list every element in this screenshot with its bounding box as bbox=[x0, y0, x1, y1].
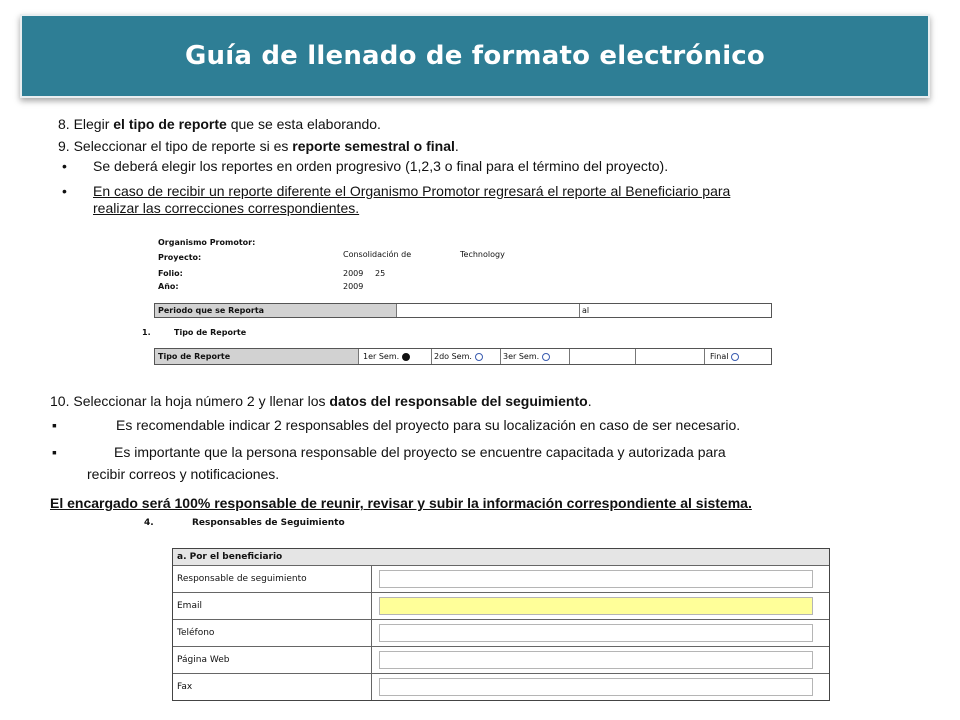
step-10-end: . bbox=[587, 393, 592, 409]
responsibles-form bbox=[140, 516, 832, 720]
radio-selected-icon[interactable] bbox=[402, 353, 410, 361]
empty-cell bbox=[569, 349, 636, 364]
bullet-text-line1: Es importante que la persona responsable del proyecto se encuentre capacitada y autorizada para bbox=[114, 444, 726, 460]
option-2do-sem[interactable] bbox=[431, 349, 501, 364]
responsable-input[interactable] bbox=[379, 570, 813, 588]
periodo-row bbox=[154, 303, 772, 318]
step-9 bbox=[58, 137, 459, 155]
section-title: Tipo de Reporte bbox=[174, 328, 247, 337]
responsibles-table bbox=[172, 548, 830, 701]
section-number: 1. bbox=[142, 328, 151, 337]
tipo-reporte-row bbox=[154, 348, 772, 365]
option-label: 3er Sem. bbox=[503, 352, 540, 361]
bullet-text: Se deberá elegir los reportes en orden progresivo (1,2,3 o final para el término del proyecto). bbox=[93, 158, 669, 174]
label-folio: Folio: bbox=[158, 269, 183, 278]
label-proyecto: Proyecto: bbox=[158, 253, 202, 262]
bullet-two-responsibles bbox=[52, 417, 902, 435]
bullet-text-line2: recibir correos y notificaciones. bbox=[87, 466, 280, 482]
section-number: 4. bbox=[144, 518, 154, 528]
periodo-start-field[interactable] bbox=[397, 304, 580, 317]
step-9-end: . bbox=[454, 138, 459, 154]
section-title: Responsables de Seguimiento bbox=[192, 518, 345, 528]
step-8 bbox=[58, 115, 381, 133]
row-label: Responsable de seguimiento bbox=[177, 574, 307, 584]
page-title: Guía de llenado de formato electrónico bbox=[185, 41, 765, 71]
bullet-dot: • bbox=[62, 158, 67, 174]
pagina-web-input[interactable] bbox=[379, 651, 813, 669]
step-8-emphasis: el tipo de reporte bbox=[113, 116, 227, 132]
tipo-label: Tipo de Reporte bbox=[155, 349, 359, 364]
step-8-end: que se esta elaborando. bbox=[226, 116, 381, 132]
bullet-square: ▪ bbox=[52, 444, 57, 460]
column-divider bbox=[371, 620, 372, 646]
bullet-text-line1: En caso de recibir un reporte diferente el Organismo Promotor regresará el reporte al Beneficiario para bbox=[93, 183, 731, 199]
option-3er-sem[interactable] bbox=[500, 349, 570, 364]
option-label: Final bbox=[710, 352, 729, 361]
table-row bbox=[173, 592, 829, 619]
step-10-text: 10. Seleccionar la hoja número 2 y llenar los bbox=[50, 393, 330, 409]
bullet-trained-person bbox=[52, 444, 902, 482]
empty-cell bbox=[638, 349, 705, 364]
value-proyecto-b: Technology bbox=[460, 250, 505, 259]
value-folio-b: 25 bbox=[375, 269, 386, 278]
column-divider bbox=[371, 566, 372, 592]
bullet-different-report bbox=[62, 183, 902, 219]
option-final[interactable] bbox=[707, 349, 770, 364]
periodo-separator: al bbox=[582, 306, 590, 315]
column-divider bbox=[371, 674, 372, 700]
report-type-form bbox=[142, 232, 775, 366]
option-label: 1er Sem. bbox=[363, 352, 400, 361]
step-9-emphasis: reporte semestral o final bbox=[292, 138, 455, 154]
responsibility-note: El encargado será 100% responsable de reunir, revisar y subir la información correspondiente al sistema. bbox=[50, 495, 752, 511]
radio-icon[interactable] bbox=[475, 353, 483, 361]
value-anio: 2009 bbox=[343, 282, 364, 291]
label-organismo: Organismo Promotor: bbox=[158, 238, 256, 247]
value-folio-a: 2009 bbox=[343, 269, 364, 278]
table-row bbox=[173, 673, 829, 700]
row-label: Teléfono bbox=[177, 628, 215, 638]
table-row bbox=[173, 565, 829, 592]
periodo-label: Periodo que se Reporta bbox=[155, 304, 397, 317]
label-anio: Año: bbox=[158, 282, 179, 291]
telefono-input[interactable] bbox=[379, 624, 813, 642]
bullet-dot: • bbox=[62, 183, 67, 199]
column-divider bbox=[371, 593, 372, 619]
step-10 bbox=[50, 392, 592, 410]
bullet-text-line2: realizar las correcciones correspondientes. bbox=[93, 200, 360, 216]
fax-input[interactable] bbox=[379, 678, 813, 696]
email-input[interactable] bbox=[379, 597, 813, 615]
row-label: Fax bbox=[177, 682, 193, 692]
step-10-emphasis: datos del responsable del seguimiento bbox=[329, 393, 588, 409]
row-label: Página Web bbox=[177, 655, 230, 665]
bullet-progressive-order bbox=[62, 158, 902, 176]
bullet-square: ▪ bbox=[52, 417, 57, 433]
radio-icon[interactable] bbox=[542, 353, 550, 361]
step-9-text: 9. Seleccionar el tipo de reporte si es bbox=[58, 138, 293, 154]
table-row bbox=[173, 619, 829, 646]
value-proyecto-a: Consolidación de bbox=[343, 250, 412, 259]
bullet-text: Es recomendable indicar 2 responsables del proyecto para su localización en caso de ser necesario. bbox=[116, 417, 741, 433]
option-1er-sem[interactable] bbox=[360, 349, 432, 364]
option-label: 2do Sem. bbox=[434, 352, 472, 361]
row-label: Email bbox=[177, 601, 202, 611]
table-subheader: a. Por el beneficiario bbox=[173, 549, 829, 565]
column-divider bbox=[371, 647, 372, 673]
radio-icon[interactable] bbox=[731, 353, 739, 361]
table-row bbox=[173, 646, 829, 673]
title-banner bbox=[20, 14, 930, 98]
step-8-text: 8. Elegir bbox=[58, 116, 114, 132]
